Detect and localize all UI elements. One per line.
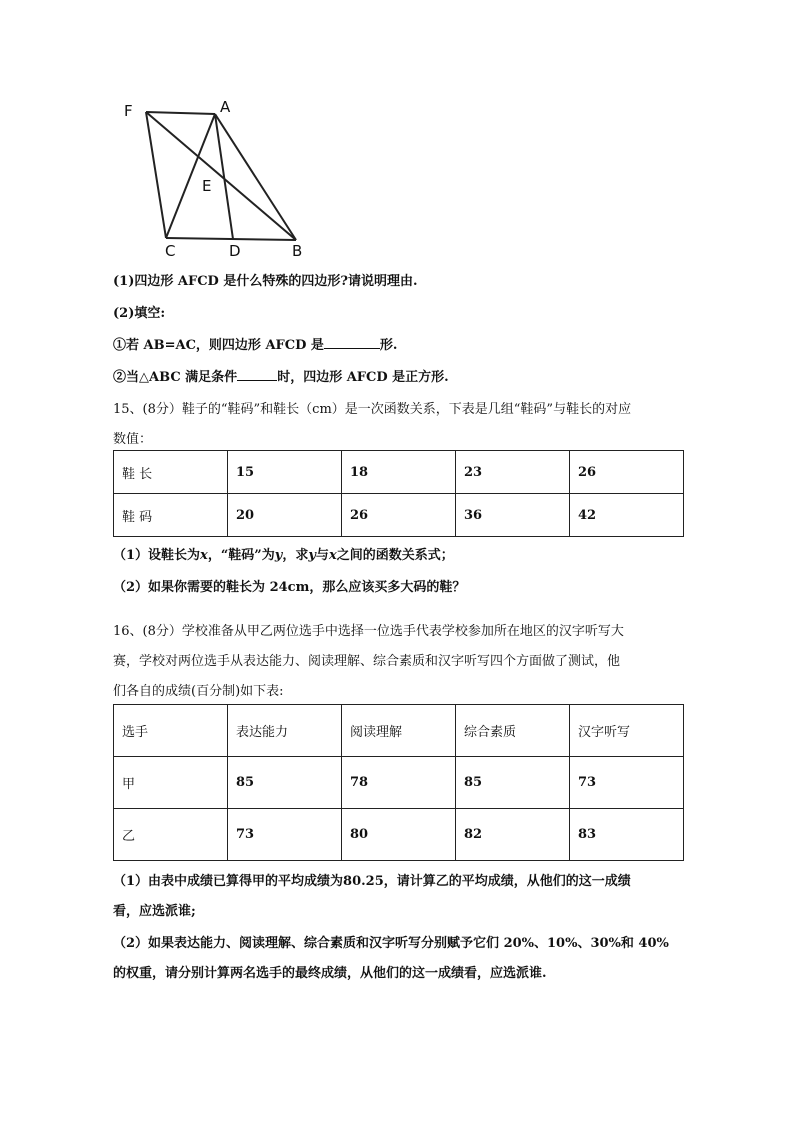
table-cell: 鞋 码	[114, 494, 228, 537]
table-header-row	[114, 705, 684, 757]
q15-table	[113, 450, 684, 537]
q16-sub2-line1: （2）如果表达能力、阅读理解、综合素质和汉字听写分别赋予它们 20%、10%、30%和 40%	[113, 936, 669, 951]
q14-sub1	[113, 334, 397, 353]
label-E: E	[202, 177, 212, 195]
table-cell: 73	[228, 809, 342, 861]
table-cell: 73	[570, 757, 684, 809]
q14-sub2	[113, 366, 449, 385]
label-C: C	[165, 242, 176, 260]
table-row	[114, 494, 684, 537]
segment-AB	[215, 114, 296, 240]
q14-sub2-text-a: ②当△ABC 满足条件	[113, 370, 238, 385]
table-header-cell: 汉字听写	[570, 705, 684, 757]
label-F: F	[124, 102, 133, 120]
q14-sub2-blank	[237, 368, 277, 381]
table-row	[114, 757, 684, 809]
table-cell: 78	[342, 757, 456, 809]
q16-sub2-line2: 的权重，请分别计算两名选手的最终成绩，从他们的这一成绩看，应选派谁.	[113, 966, 547, 981]
q14-sub1-blank	[324, 336, 380, 349]
table-header-cell: 表达能力	[228, 705, 342, 757]
geometry-figure	[118, 92, 318, 262]
q16-line3: 们各自的成绩(百分制)如下表:	[113, 684, 284, 699]
segment-FC	[146, 112, 166, 238]
q16-line2: 赛，学校对两位选手从表达能力、阅读理解、综合素质和汉字听写四个方面做了测试，他	[113, 654, 621, 669]
segment-FA	[146, 112, 215, 114]
label-A: A	[220, 98, 231, 116]
table-cell: 18	[342, 451, 456, 494]
var-x: x	[328, 548, 337, 563]
var-x: x	[200, 548, 208, 563]
q15-line2: 数值：	[113, 432, 153, 447]
q15-sub1-p1: （1）设鞋长为	[113, 548, 201, 563]
table-cell: 26	[342, 494, 456, 537]
table-cell: 乙	[114, 809, 228, 861]
q16-sub1-line1: （1）由表中成绩已算得甲的平均成绩为80.25，请计算乙的平均成绩，从他们的这一成绩	[113, 874, 631, 889]
q15-sub1-p5: 之间的函数关系式；	[336, 548, 454, 563]
figure-lines	[146, 112, 296, 240]
table-cell: 23	[456, 451, 570, 494]
table-header-cell: 选手	[114, 705, 228, 757]
q15-sub1-p4: 与	[315, 548, 329, 563]
table-cell: 20	[228, 494, 342, 537]
table-header-cell: 阅读理解	[342, 705, 456, 757]
q16-sub1-line2: 看，应选派谁;	[113, 904, 196, 919]
q16-table	[113, 704, 684, 861]
q14-sub1-text-b: 形.	[379, 338, 398, 353]
table-cell: 85	[456, 757, 570, 809]
var-y: y	[274, 548, 283, 563]
table-cell: 甲	[114, 757, 228, 809]
segment-FB	[146, 112, 296, 240]
table-row	[114, 451, 684, 494]
q14-sub1-text-a: ①若 AB=AC，则四边形 AFCD 是	[113, 338, 324, 353]
table-cell: 15	[228, 451, 342, 494]
table-cell: 36	[456, 494, 570, 537]
segment-CB	[166, 238, 296, 240]
label-B: B	[292, 242, 303, 260]
table-header-cell: 综合素质	[456, 705, 570, 757]
q14-part1: (1)四边形 AFCD 是什么特殊的四边形?请说明理由.	[113, 274, 418, 289]
table-cell: 80	[342, 809, 456, 861]
table-cell: 26	[570, 451, 684, 494]
segment-AC	[166, 114, 215, 238]
segment-AD	[215, 114, 233, 239]
table-row	[114, 809, 684, 861]
q15-sub2: （2）如果你需要的鞋长为 24cm，那么应该买多大码的鞋？	[113, 580, 466, 595]
label-D: D	[229, 242, 241, 260]
table-cell: 鞋 长	[114, 451, 228, 494]
q16-line1: 16、(8分）学校准备从甲乙两位选手中选择一位选手代表学校参加所在地区的汉字听写大	[113, 624, 624, 639]
var-y: y	[308, 548, 316, 563]
q15-sub1-p2: ，“鞋码”为	[207, 548, 275, 563]
q14-part2-head: (2)填空:	[113, 306, 166, 321]
q15-sub1	[113, 544, 454, 563]
q14-sub2-text-b: 时，四边形 AFCD 是正方形.	[277, 370, 449, 385]
table-cell: 83	[570, 809, 684, 861]
table-cell: 85	[228, 757, 342, 809]
q15-sub1-p3: ，求	[282, 548, 309, 563]
table-cell: 82	[456, 809, 570, 861]
q15-line1: 15、(8分）鞋子的“鞋码”和鞋长（cm）是一次函数关系，下表是几组“鞋码”与鞋长的对应	[113, 402, 632, 417]
table-cell: 42	[570, 494, 684, 537]
